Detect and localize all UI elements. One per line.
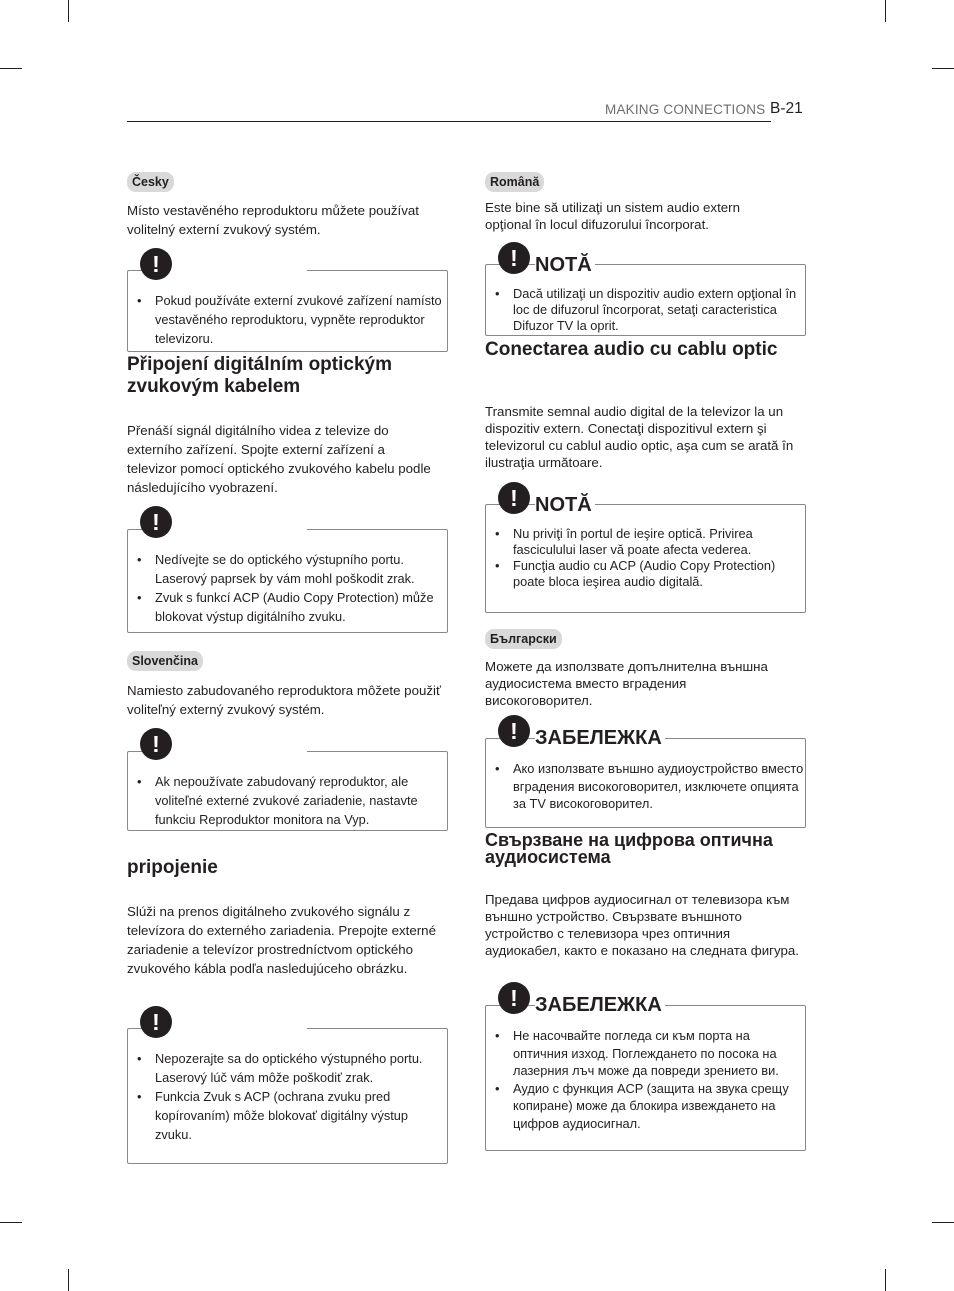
crop-mark	[932, 1222, 954, 1223]
note-title: NOTĂ	[535, 254, 595, 277]
bg-body: Предава цифров аудиосигнал от телевизора към външно устройство. Свързвате външното устройство с телевизора чрез оптичния аудиокабел, както е показано на следната фигура.	[485, 892, 799, 958]
crop-mark	[885, 1269, 886, 1291]
language-badge-bulgarian: Български	[485, 629, 562, 649]
list-item: • Funcţia audio cu ACP (Audio Copy Protection) poate bloca ieşirea audio digitală.	[486, 558, 805, 590]
sk-note-2	[127, 1028, 448, 1164]
crop-mark	[68, 0, 69, 22]
ro-note-2	[485, 504, 806, 613]
list-item: • Funkcia Zvuk s ACP (ochrana zvuku pred kopírovaním) môže blokovať digitálny výstup zvuku.	[128, 1087, 447, 1144]
bg-intro: Можете да използвате допълнителна външна аудиосистема вместо вградения високоговорител.	[485, 659, 768, 708]
sk-body: Slúži na prenos digitálneho zvukového signálu z televízora do externého zariadenia. Prepojte externé zariadenie a televízor prostredníctvom optického zvukového kábla podľa nasledujúceho obrázku.	[127, 904, 436, 976]
crop-mark	[885, 0, 886, 22]
list-item: • Ak nepoužívate zabudovaný reproduktor, ale voliteľné externé zvukové zariadenie, nastavte funkciu Reproduktor monitora na Vyp.	[128, 772, 447, 829]
crop-mark	[68, 1269, 69, 1291]
exclamation-icon: !	[140, 506, 172, 538]
note-title: ЗАБЕЛЕЖКА	[535, 994, 665, 1017]
cz-note-1	[127, 270, 448, 352]
cz-body: Přenáší signál digitálního videa z televize do externího zařízení. Spojte externí zařízení a televizor pomocí optického zvukového kabelu podle následujícího vyobrazení.	[127, 423, 431, 495]
exclamation-icon: !	[498, 482, 530, 514]
page-number: B-21	[770, 100, 803, 117]
ro-body: Transmite semnal audio digital de la televizor la un dispozitiv extern. Conectaţi dispozitivul extern şi televizorul cu cablul audio optic, aşa cum se arată în ilustraţia următoare.	[485, 404, 794, 470]
header-rule	[127, 121, 771, 122]
bg-note-1	[485, 738, 806, 828]
list-item: • Pokud používáte externí zvukové zařízení namísto vestavěného reproduktoru, vypněte reproduktor televizoru.	[128, 291, 447, 348]
cz-heading: Připojení digitálním optickým zvukovým kabelem	[127, 354, 392, 397]
list-item: • Dacă utilizaţi un dispozitiv audio extern opţional în loc de difuzorul încorporat, setaţi caracteristica Difuzor TV la oprit.	[486, 286, 805, 334]
crop-mark	[0, 68, 22, 69]
ro-note-1	[485, 264, 806, 336]
exclamation-icon: !	[498, 982, 530, 1014]
ro-heading: Conectarea audio cu cablu optic	[485, 339, 778, 360]
sk-heading: pripojenie	[127, 857, 218, 878]
section-title: MAKING CONNECTIONS	[605, 102, 766, 117]
list-item: • Ако използвате външно аудиоустройство вместо вградения високоговорител, изключете опцията за TV високоговорител.	[486, 760, 805, 813]
bg-heading: Свързване на цифрова оптична аудиосистема	[485, 830, 773, 867]
list-item: • Nu priviţi în portul de ieşire optică. Privirea fasciculului laser vă poate afecta vederea.	[486, 526, 805, 558]
list-item: • Аудио с функция ACP (защита на звука срещу копиране) може да блокира извеждането на цифров аудиосигнал.	[486, 1080, 805, 1133]
ro-intro: Este bine să utilizaţi un sistem audio extern opţional în locul difuzorului încorporat.	[485, 200, 740, 232]
language-badge-czech: Česky	[127, 172, 174, 192]
list-item: • Nedívejte se do optického výstupního portu. Laserový paprsek by vám mohl poškodit zrak.	[128, 550, 447, 588]
crop-mark	[932, 68, 954, 69]
exclamation-icon: !	[140, 1006, 172, 1038]
exclamation-icon: !	[498, 242, 530, 274]
list-item: • Nepozerajte sa do optického výstupného portu. Laserový lúč vám môže poškodiť zrak.	[128, 1049, 447, 1087]
crop-mark	[0, 1222, 22, 1223]
exclamation-icon: !	[140, 728, 172, 760]
cz-note-2	[127, 529, 448, 633]
language-badge-romanian: Română	[485, 172, 544, 192]
exclamation-icon: !	[140, 248, 172, 280]
note-title: ЗАБЕЛЕЖКА	[535, 727, 665, 750]
language-badge-slovak: Slovenčina	[127, 651, 203, 671]
note-title: NOTĂ	[535, 494, 595, 517]
bg-note-2	[485, 1005, 806, 1151]
sk-intro: Namiesto zabudovaného reproduktora môžete použiť voliteľný externý zvukový systém.	[127, 683, 441, 717]
list-item: • Zvuk s funkcí ACP (Audio Copy Protection) může blokovat výstup digitálního zvuku.	[128, 588, 447, 626]
list-item: • Не насочвайте погледа си към порта на оптичния изход. Поглеждането по посока на лазерния лъч може да повреди зрението ви.	[486, 1027, 805, 1080]
cz-intro: Místo vestavěného reproduktoru můžete používat volitelný externí zvukový systém.	[127, 203, 419, 237]
exclamation-icon: !	[498, 715, 530, 747]
sk-note-1	[127, 751, 448, 831]
